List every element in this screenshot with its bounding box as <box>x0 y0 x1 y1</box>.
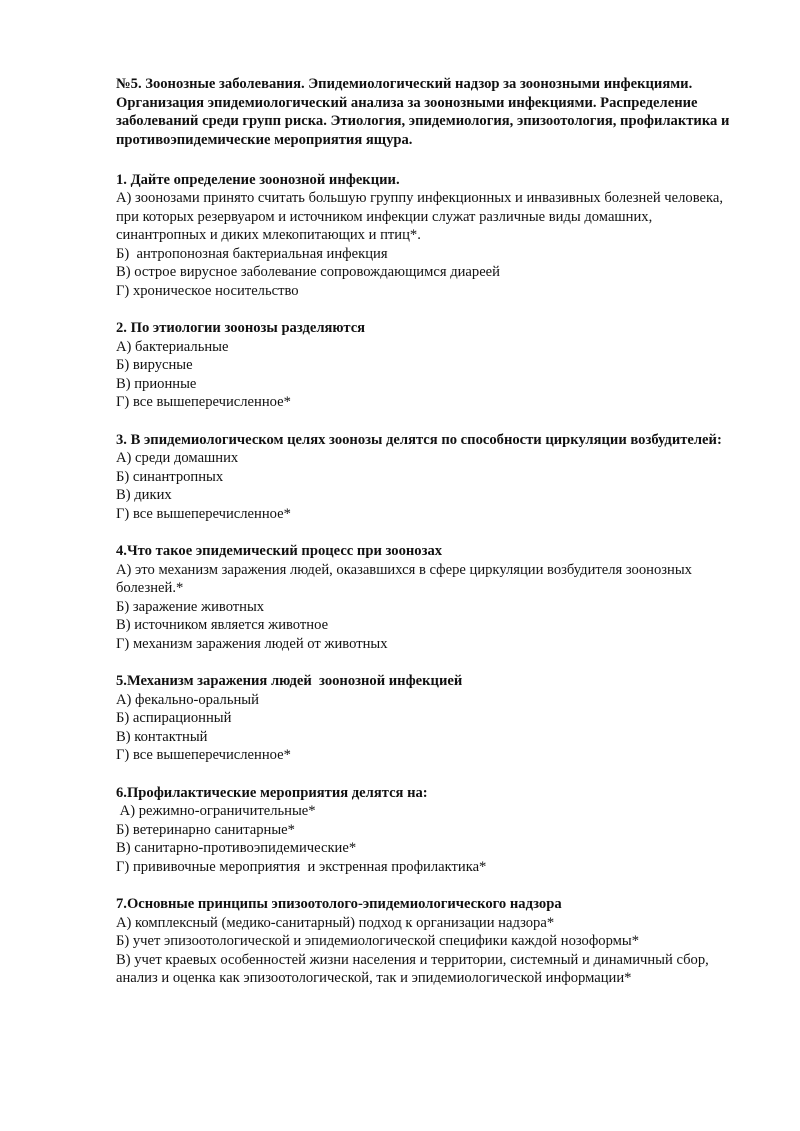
answer-option: А) это механизм заражения людей, оказавшихся в сфере циркуляции возбудителя зоонозных болезней.* <box>116 561 692 597</box>
answer-option: В) прионные <box>116 375 197 392</box>
answer-option: Г) все вышеперечисленное* <box>116 394 291 411</box>
question-text: 4.Что такое эпидемический процесс при зоонозах <box>116 543 443 560</box>
answer-option: В) диких <box>116 487 172 504</box>
document-title: №5. Зоонозные заболевания. Эпидемиологический надзор за зоонозными инфекциями. Организация эпидемиологический анализа за зоонозными инфекциями. Распределение заболеваний среди групп риска. Этиология, эпидемиология, эпизоотология, профилактика и противоэпидемические мероприятия ящура. <box>116 76 730 149</box>
answer-option: Б) антропонозная бактериальная инфекция <box>116 245 388 262</box>
question-2 <box>116 319 740 412</box>
question-text: 3. В эпидемиологическом целях зоонозы делятся по способности циркуляции возбудителей: <box>116 431 722 448</box>
question-text: 2. По этиологии зоонозы разделяются <box>116 320 366 337</box>
answer-option: А) режимно-ограничительные* <box>116 803 316 820</box>
question-text: 6.Профилактические мероприятия делятся на: <box>116 784 428 801</box>
answer-option: А) бактериальные <box>116 338 229 355</box>
answer-option: А) зоонозами принято считать большую группу инфекционных и инвазивных болезней человека, при которых резервуаром и источником инфекции служат различные виды домашних, синантропных и диких млекопитающих и птиц*. <box>116 190 723 244</box>
question-1 <box>116 171 740 301</box>
answer-option: Г) все вышеперечисленное* <box>116 747 291 764</box>
answer-option: В) контактный <box>116 728 208 745</box>
answer-option: В) учет краевых особенностей жизни населения и территории, системный и динамичный сбор, анализ и оценка как эпизоотологической, так и эпидемиологической информации* <box>116 951 709 987</box>
answer-option: В) источником является животное <box>116 617 329 634</box>
answer-option: В) острое вирусное заболевание сопровождающимся диареей <box>116 264 500 281</box>
question-3 <box>116 431 740 524</box>
answer-option: Г) хроническое носительство <box>116 282 299 299</box>
answer-option: Б) учет эпизоотологической и эпидемиологической специфики каждой нозоформы* <box>116 933 640 950</box>
question-6 <box>116 784 740 877</box>
question-4 <box>116 542 740 653</box>
question-text: 5.Механизм заражения людей зоонозной инфекцией <box>116 673 463 690</box>
answer-option: Б) вирусные <box>116 357 193 374</box>
question-text: 7.Основные принципы эпизоотолого-эпидемиологического надзора <box>116 896 562 913</box>
question-7 <box>116 895 740 988</box>
answer-option: Г) прививочные мероприятия и экстренная профилактика* <box>116 858 487 875</box>
answer-option: Г) все вышеперечисленное* <box>116 505 291 522</box>
question-text: 1. Дайте определение зоонозной инфекции. <box>116 171 400 188</box>
answer-option: Б) ветеринарно санитарные* <box>116 821 295 838</box>
answer-option: А) фекально-оральный <box>116 691 259 708</box>
answer-option: В) санитарно-противоэпидемические* <box>116 840 357 857</box>
answer-option: А) среди домашних <box>116 450 239 467</box>
answer-option: Б) синантропных <box>116 468 224 485</box>
question-5 <box>116 672 740 765</box>
answer-option: Б) заражение животных <box>116 598 265 615</box>
answer-option: А) комплексный (медико-санитарный) подход к организации надзора* <box>116 914 555 931</box>
answer-option: Г) механизм заражения людей от животных <box>116 635 388 652</box>
answer-option: Б) аспирационный <box>116 710 232 727</box>
